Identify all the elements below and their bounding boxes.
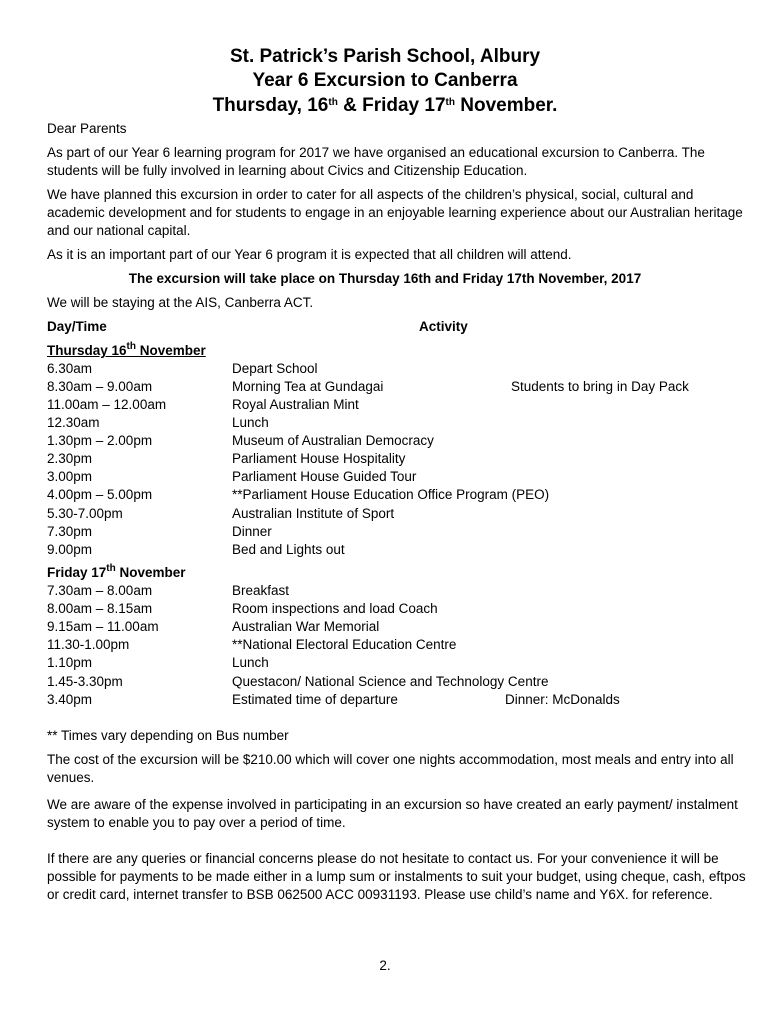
daytime-column-header: Day/Time	[47, 319, 107, 334]
accommodation-statement: We will be staying at the AIS, Canberra ACT.	[47, 295, 314, 310]
schedule-row	[47, 654, 747, 672]
excursion-title: Year 6 Excursion to Canberra	[252, 70, 518, 91]
day1-label-sup: th	[126, 341, 136, 352]
row-time: 3.40pm	[47, 692, 93, 707]
day2-label-a: Friday 17	[47, 565, 107, 580]
schedule-row	[47, 600, 747, 618]
row-activity: Bed and Lights out	[232, 542, 345, 557]
heading-date-part-3: November.	[455, 95, 558, 116]
day2-label-b: November	[115, 565, 186, 580]
schedule-row	[47, 396, 747, 414]
payment-plan-paragraph: We are aware of the expense involved in participating in an excursion so have created an early payment/ instalment system to enable you to pay over a period of time.	[47, 797, 738, 830]
schedule-row	[47, 673, 747, 691]
schedule-row	[47, 505, 747, 523]
row-activity: Australian Institute of Sport	[232, 506, 395, 521]
row-time: 11.00am – 12.00am	[47, 397, 167, 412]
times-footnote: ** Times vary depending on Bus number	[47, 728, 289, 743]
schedule-row	[47, 450, 747, 468]
row-activity: Dinner	[232, 524, 272, 539]
row-activity: Parliament House Guided Tour	[232, 469, 417, 484]
row-time: 7.30am – 8.00am	[47, 583, 153, 598]
row-activity: Depart School	[232, 361, 318, 376]
schedule-row	[47, 486, 747, 504]
schedule-row	[47, 691, 747, 709]
row-time: 9.00pm	[47, 542, 93, 557]
row-time: 3.00pm	[47, 469, 93, 484]
heading-date-part-2: & Friday 17	[337, 95, 446, 116]
heading-date-part-1: Thursday, 16	[212, 95, 329, 116]
excursion-dates-statement: The excursion will take place on Thursday 16th and Friday 17th November, 2017	[128, 271, 642, 286]
row-activity: Lunch	[232, 655, 269, 670]
row-activity: Morning Tea at Gundagai	[232, 379, 384, 394]
letter-header	[0, 45, 770, 119]
row-activity: Estimated time of departure	[232, 692, 398, 707]
salutation: Dear Parents	[47, 121, 127, 136]
attendance-paragraph: As it is an important part of our Year 6 program it is expected that all children will attend.	[47, 247, 572, 262]
schedule-row	[47, 618, 747, 636]
schedule-row	[47, 432, 747, 450]
school-name: St. Patrick’s Parish School, Albury	[229, 46, 541, 67]
row-note: Students to bring in Day Pack	[511, 379, 689, 394]
row-time: 8.30am – 9.00am	[47, 379, 153, 394]
schedule-row	[47, 582, 747, 600]
row-time: 7.30pm	[47, 524, 93, 539]
row-activity: Royal Australian Mint	[232, 397, 359, 412]
row-activity: Australian War Memorial	[232, 619, 380, 634]
intro-paragraph: As part of our Year 6 learning program for 2017 we have organised an educational excursion to Canberra. The students will be fully involved in learning about Civics and Citizenship Education.	[47, 145, 705, 178]
row-activity: Museum of Australian Democracy	[232, 433, 434, 448]
day1-heading	[47, 342, 747, 360]
schedule-row	[47, 414, 747, 432]
row-time: 8.00am – 8.15am	[47, 601, 153, 616]
row-time: 11.30-1.00pm	[47, 637, 130, 652]
excursion-dates-heading	[0, 93, 770, 119]
queries-paragraph: If there are any queries or financial concerns please do not hesitate to contact us. For your convenience it will be possible for payments to be made either in a lump sum or instalments to suit your budget, using cheque, cash, eftpos or credit card, internet transfer to BSB 062500 ACC 00931193. Please use child’s name and Y6X. for reference.	[47, 851, 746, 902]
schedule-row	[47, 541, 747, 559]
activity-column-header: Activity	[419, 319, 468, 334]
row-time: 5.30-7.00pm	[47, 506, 123, 521]
heading-sup-1: th	[328, 97, 338, 108]
day2-heading	[47, 564, 747, 582]
row-activity: **Parliament House Education Office Program (PEO)	[232, 487, 550, 502]
row-time: 9.15am – 11.00am	[47, 619, 159, 634]
row-time: 1.30pm – 2.00pm	[47, 433, 153, 448]
row-time: 12.30am	[47, 415, 100, 430]
schedule-row	[47, 468, 747, 486]
row-activity: Breakfast	[232, 583, 290, 598]
row-note: Dinner: McDonalds	[505, 692, 620, 707]
day2-label-sup: th	[106, 563, 116, 574]
row-activity: Room inspections and load Coach	[232, 601, 438, 616]
row-activity: Parliament House Hospitality	[232, 451, 406, 466]
day1-label-a: Thursday 16	[47, 343, 127, 358]
purpose-paragraph: We have planned this excursion in order to cater for all aspects of the children’s physical, social, cultural and academic development and for students to engage in an enjoyable learning experience about our Australian heritage and our national capital.	[47, 187, 743, 238]
schedule-row	[47, 523, 747, 541]
schedule-header-row	[47, 318, 747, 336]
row-activity: Questacon/ National Science and Technology Centre	[232, 674, 549, 689]
page-number: 2.	[379, 958, 391, 973]
row-time: 1.45-3.30pm	[47, 674, 123, 689]
row-time: 6.30am	[47, 361, 93, 376]
row-time: 4.00pm – 5.00pm	[47, 487, 153, 502]
row-time: 1.10pm	[47, 655, 93, 670]
cost-paragraph: The cost of the excursion will be $210.00 which will cover one nights accommodation, most meals and entry into all venues.	[47, 752, 734, 785]
day1-label-b: November	[135, 343, 206, 358]
row-activity: **National Electoral Education Centre	[232, 637, 457, 652]
schedule-row	[47, 378, 747, 396]
heading-sup-2: th	[445, 97, 455, 108]
row-activity: Lunch	[232, 415, 269, 430]
schedule-row	[47, 360, 747, 378]
row-time: 2.30pm	[47, 451, 93, 466]
schedule-row	[47, 636, 747, 654]
